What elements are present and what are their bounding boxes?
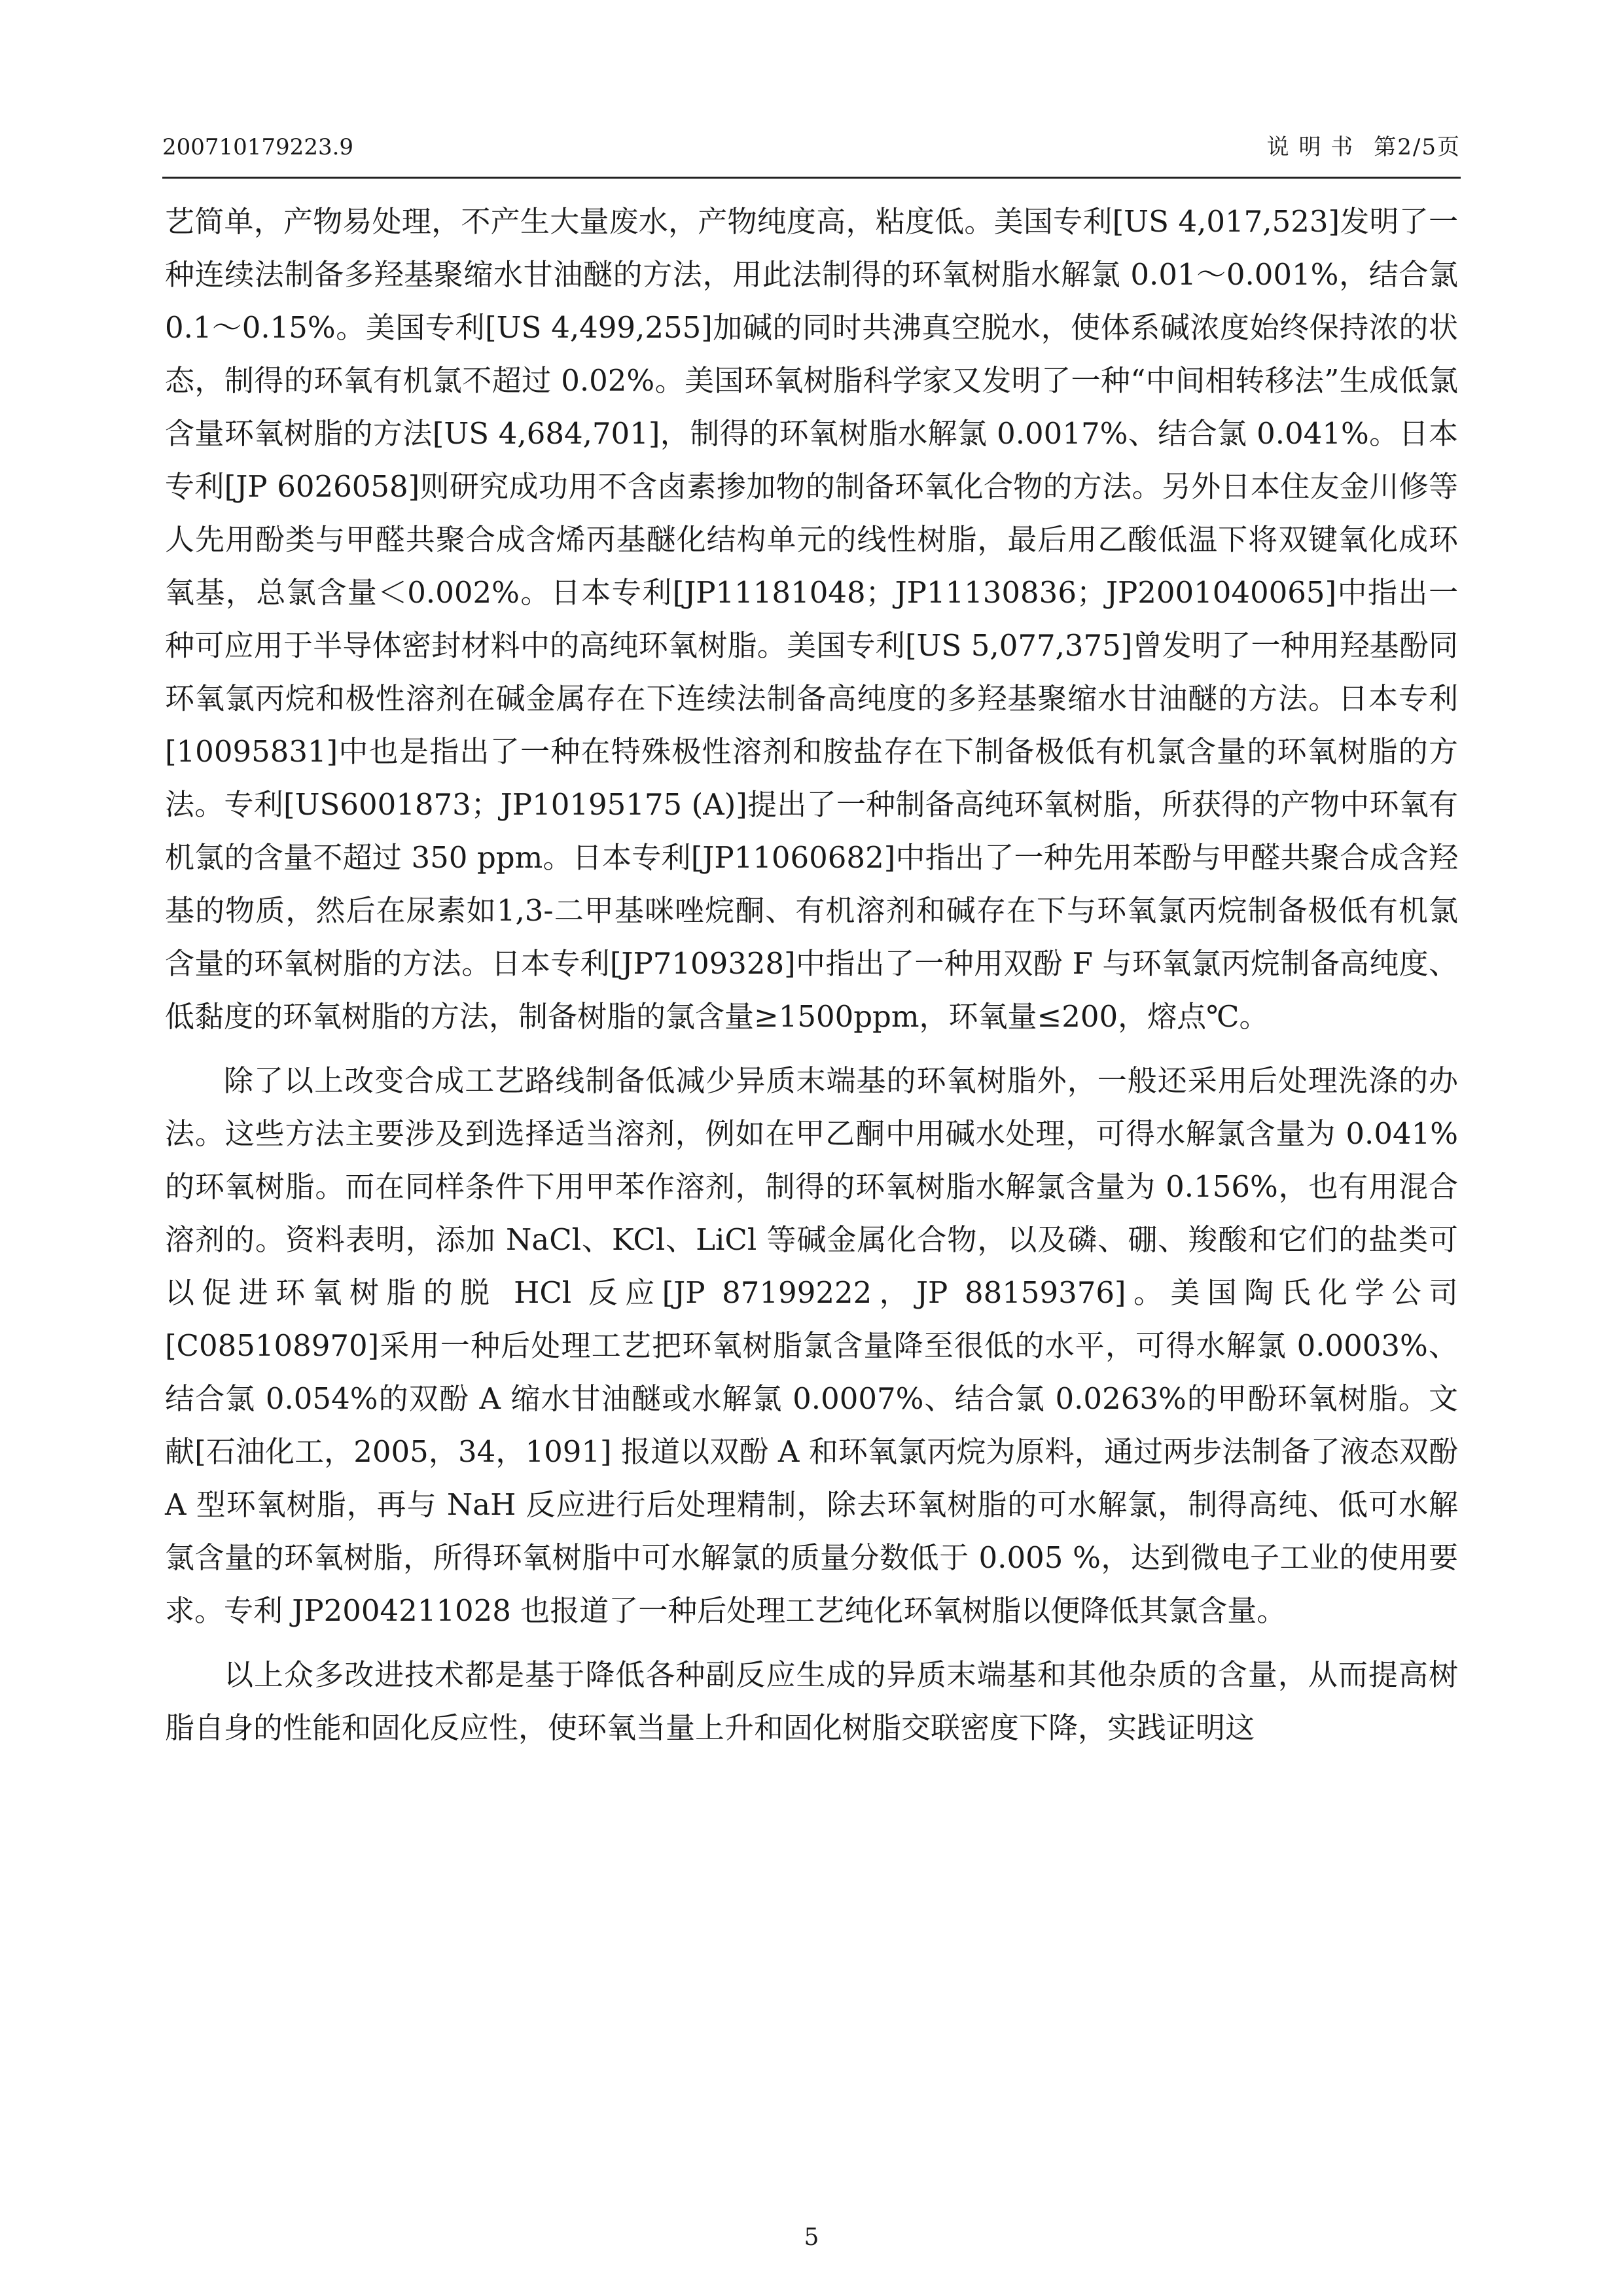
header-rule (162, 177, 1461, 179)
paragraph-2: 除了以上改变合成工艺路线制备低减少异质末端基的环氧树脂外，一般还采用后处理洗涤的办法。这些方法主要涉及到选择适当溶剂，例如在甲乙酮中用碱水处理，可得水解氯含量为 0.041%的环氧树脂。而在同样条件下用甲苯作溶剂，制得的环氧树脂水解氯含量为 0.156%，也有用混合溶剂的。资料表明，添加 NaCl、KCl、LiCl 等碱金属化合物，以及磷、硼、羧酸和它们的盐类可以促进环氧树脂的脱 HCl 反应[JP 87199222，JP 88159376]。美国陶氏化学公司[C085108970]采用一种后处理工艺把环氧树脂氯含量降至很低的水平，可得水解氯 0.0003%、结合氯 0.054%的双酚 A 缩水甘油醚或水解氯 0.0007%、结合氯 0.0263%的甲酚环氧树脂。文献[石油化工，2005，34，1091] 报道以双酚 A 和环氧氯丙烷为原料，通过两步法制备了液态双酚 A 型环氧树脂，再与 NaH 反应进行后处理精制，除去环氧树脂的可水解氯，制得高纯、低可水解氯含量的环氧树脂，所得环氧树脂中可水解氯的质量分数低于 0.005 %，达到微电子工业的使用要求。专利 JP2004211028 也报道了一种后处理工艺纯化环氧树脂以便降低其氯含量。 (165, 1063, 1458, 1628)
doc-type-label: 说 明 书 (1266, 134, 1355, 160)
page-indicator: 第2/5页 (1374, 134, 1461, 160)
application-number: 200710179223.9 (162, 134, 354, 160)
paragraph-3: 以上众多改进技术都是基于降低各种副反应生成的异质末端基和其他杂质的含量，从而提高树脂自身的性能和固化反应性，使环氧当量上升和固化树脂交联密度下降，实践证明这 (165, 1657, 1458, 1745)
page-header (162, 128, 1461, 167)
body-text (165, 195, 1458, 1754)
paragraph-1: 艺简单，产物易处理，不产生大量废水，产物纯度高，粘度低。美国专利[US 4,017,523]发明了一种连续法制备多羟基聚缩水甘油醚的方法，用此法制得的环氧树脂水解氯 0.01～0.001%，结合氯 0.1～0.15%。美国专利[US 4,499,255]加碱的同时共沸真空脱水，使体系碱浓度始终保持浓的状态，制得的环氧有机氯不超过 0.02%。美国环氧树脂科学家又发明了一种“中间相转移法”生成低氯含量环氧树脂的方法[US 4,684,701]，制得的环氧树脂水解氯 0.0017%、结合氯 0.041%。日本专利[JP 6026058]则研究成功用不含卤素掺加物的制备环氧化合物的方法。另外日本住友金川修等人先用酚类与甲醛共聚合成含烯丙基醚化结构单元的线性树脂，最后用乙酸低温下将双键氧化成环氧基，总氯含量＜0.002%。日本专利[JP11181048；JP11130836；JP2001040065]中指出一种可应用于半导体密封材料中的高纯环氧树脂。美国专利[US 5,077,375]曾发明了一种用羟基酚同环氧氯丙烷和极性溶剂在碱金属存在下连续法制备高纯度的多羟基聚缩水甘油醚的方法。日本专利[10095831]中也是指出了一种在特殊极性溶剂和胺盐存在下制备极低有机氯含量的环氧树脂的方法。专利[US6001873；JP10195175 (A)]提出了一种制备高纯环氧树脂，所获得的产物中环氧有机氯的含量不超过 350 ppm。日本专利[JP11060682]中指出了一种先用苯酚与甲醛共聚合成含羟基的物质，然后在尿素如1,3-二甲基咪唑烷酮、有机溶剂和碱存在下与环氧氯丙烷制备极低有机氯含量的环氧树脂的方法。日本专利[JP7109328]中指出了一种用双酚 F 与环氧氯丙烷制备高纯度、低黏度的环氧树脂的方法，制备树脂的氯含量≥1500ppm，环氧量≤200，熔点℃。 (165, 204, 1458, 1034)
page-number: 5 (804, 2224, 819, 2251)
header-right (1267, 128, 1461, 167)
